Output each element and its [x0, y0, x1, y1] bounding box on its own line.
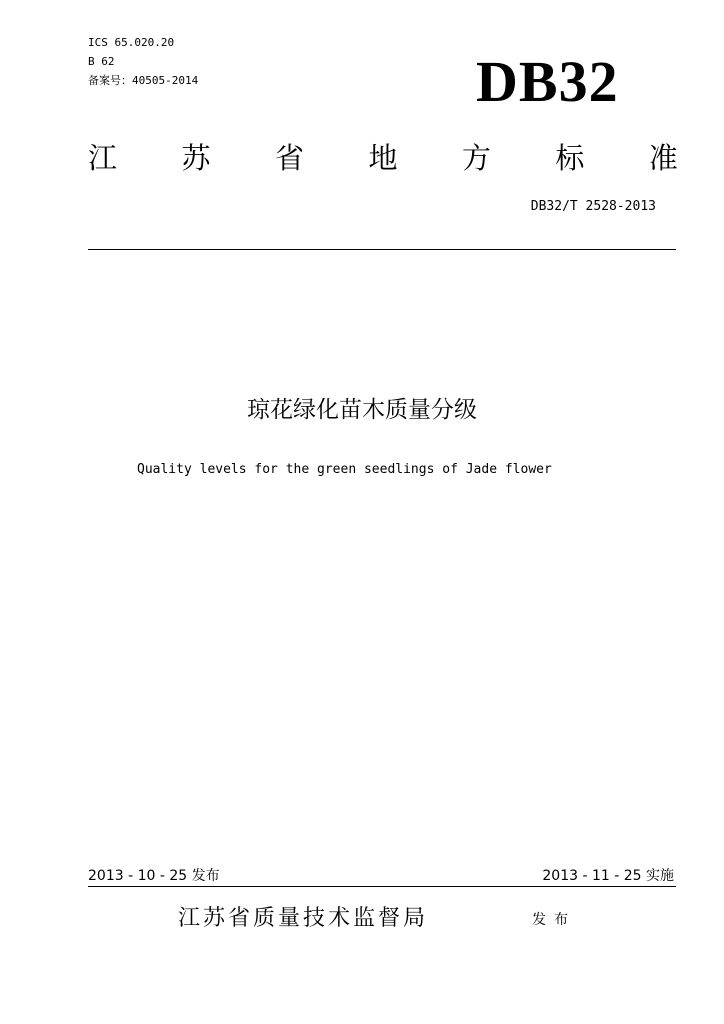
banner-char: 准 [648, 141, 678, 175]
title-english: Quality levels for the green seedlings of Jade flower [137, 462, 552, 477]
banner-char: 苏 [181, 141, 211, 175]
banner-char: 标 [555, 141, 585, 175]
issue-label: 发布 [532, 912, 576, 928]
issuing-authority: 江苏省质量技术监督局 [178, 906, 429, 931]
banner-char: 江 [88, 141, 118, 175]
document-number: DB32/T 2528-2013 [530, 199, 656, 214]
banner-char: 地 [368, 141, 398, 175]
title-chinese-text: 琼花绿化苗木质量分级 [247, 397, 477, 423]
implementation-date: 2013 - 11 - 25 实施 [542, 868, 674, 884]
footer-divider [88, 886, 676, 887]
banner-char: 方 [461, 141, 491, 175]
banner-char: 省 [274, 141, 304, 175]
ccs-code: B 62 [88, 55, 115, 68]
record-number: 备案号：40505-2014 [88, 74, 199, 87]
local-standard-banner [88, 138, 678, 178]
ics-code: ICS 65.020.20 [88, 36, 175, 49]
issue-date: 2013 - 10 - 25 发布 [88, 868, 220, 884]
standard-code-logo: DB32 [476, 49, 619, 114]
header-divider [88, 249, 676, 250]
title-chinese [0, 394, 724, 426]
